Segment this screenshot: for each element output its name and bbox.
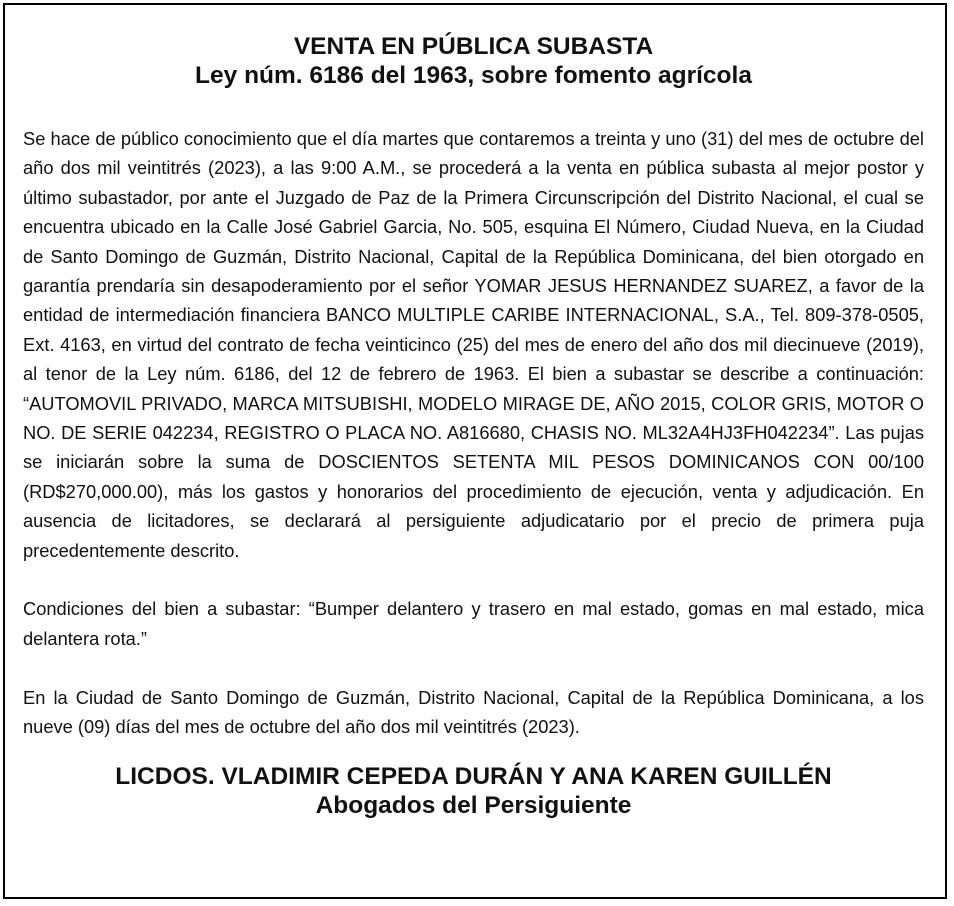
paragraph-place-date: En la Ciudad de Santo Domingo de Guzmán, Distrito Nacional, Capital de la República Dominicana, a los nueve (09) días del mes de octubre del año dos mil veintitrés (2023). xyxy=(23,686,924,738)
notice-body xyxy=(23,124,924,742)
paragraph-spacer xyxy=(23,565,924,594)
signature-block xyxy=(23,762,924,820)
title-line-1: VENTA EN PÚBLICA SUBASTA xyxy=(293,33,654,60)
signature-names: LICDOS. VLADIMIR CEPEDA DURÁN Y ANA KAREN GUILLÉN xyxy=(115,762,832,790)
notice-title xyxy=(23,32,924,90)
paragraph-spacer xyxy=(23,653,924,682)
signature-role: Abogados del Persiguiente xyxy=(315,791,632,819)
paragraph-auction-details: Se hace de público conocimiento que el día martes que contaremos a treinta y uno (31) del mes de octubre del año dos mil veintitrés (2023), a las 9:00 A.M., se procederá a la venta en pública subasta al mejor postor y último subastador, por ante el Juzgado de Paz de la Primera Circunscripción del Distrito Nacional, el cual se encuentra ubicado en la Calle José Gabriel Garcia, No. 505, esquina El Número, Ciudad Nueva, en la Ciudad de Santo Domingo de Guzmán, Distrito Nacional, Capital de la República Dominicana, del bien otorgado en garantía prendaría sin desapoderamiento por el señor YOMAR JESUS HERNANDEZ SUAREZ, a favor de la entidad de intermediación financiera BANCO MULTIPLE CARIBE INTERNACIONAL, S.A., Tel. 809-378-0505, Ext. 4163, en virtud del contrato de fecha veinticinco (25) del mes de enero del año dos mil diecinueve (2019), al tenor de la Ley núm. 6186, del 12 de febrero de 1963. El bien a subastar se describe a continuación: “AUTOMOVIL PRIVADO, MARCA MITSUBISHI, MODELO MIRAGE DE, AÑO 2015, COLOR GRIS, MOTOR O NO. DE SERIE 042234, REGISTRO O PLACA NO. A816680, CHASIS NO. ML32A4HJ3FH042234”. Las pujas se iniciarán sobre la suma de DOSCIENTOS SETENTA MIL PESOS DOMINICANOS CON 00/100 (RD$270,000.00), más los gastos y honorarios del procedimiento de ejecución, venta y adjudicación. En ausencia de licitadores, se declarará al persiguiente adjudicatario por el precio de primera puja precedentemente descrito. xyxy=(23,128,924,561)
paragraph-conditions: Condiciones del bien a subastar: “Bumper delantero y trasero en mal estado, gomas en mal estado, mica delantera rota.” xyxy=(23,598,924,649)
title-line-2: Ley núm. 6186 del 1963, sobre fomento agrícola xyxy=(195,62,752,89)
legal-notice xyxy=(3,3,947,899)
